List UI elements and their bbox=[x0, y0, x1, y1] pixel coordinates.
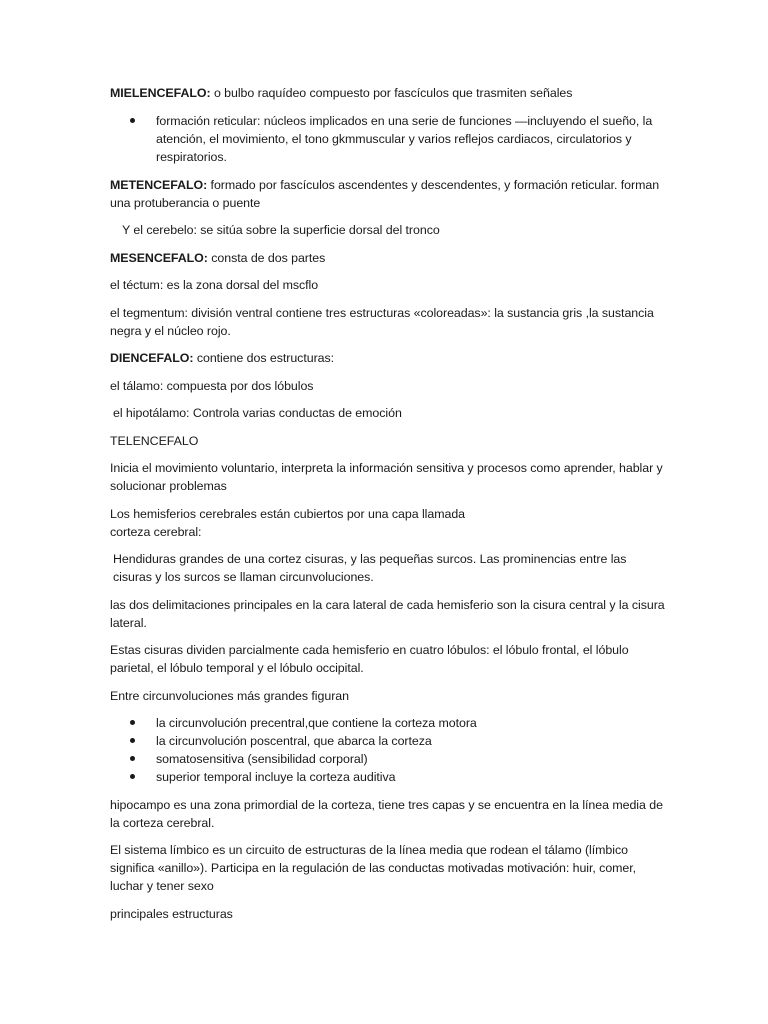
list-item-text: la circunvolución poscentral, que abarca la corteza bbox=[156, 734, 432, 748]
term-diencefalo: DIENCEFALO: bbox=[110, 351, 194, 365]
corteza-line-2: corteza cerebral: bbox=[110, 524, 202, 539]
text-metencefalo: formado por fascículos ascendentes y descendentes, y formación reticular. forman una protuberancia o puente bbox=[110, 177, 660, 210]
list-item-text: somatosensitiva (sensibilidad corporal) bbox=[156, 752, 368, 766]
paragraph-telencefalo-funciones: Inicia el movimiento voluntario, interpreta la información sensitiva y procesos como aprender, hablar y solucionar problemas bbox=[110, 461, 663, 493]
bullet-list-formacion bbox=[110, 112, 665, 166]
list-item-text: superior temporal incluye la corteza auditiva bbox=[156, 770, 396, 784]
paragraph-hendiduras: Hendiduras grandes de una cortez cisuras, y las pequeñas surcos. Las prominencias entre las cisuras y los surcos se llaman circunvoluciones. bbox=[113, 552, 627, 584]
heading-telencefalo: TELENCEFALO bbox=[110, 433, 199, 448]
bullet-dot-icon bbox=[130, 756, 135, 761]
corteza-line-1: Los hemisferios cerebrales están cubiertos por una capa llamada bbox=[110, 506, 465, 521]
paragraph-circunvoluciones: Entre circunvoluciones más grandes figuran bbox=[110, 688, 349, 703]
paragraph-mielencefalo bbox=[110, 84, 665, 102]
paragraph-hipotalamo: el hipotálamo: Controla varias conductas de emoción bbox=[113, 406, 402, 420]
paragraph-cerebelo: Y el cerebelo: se sitúa sobre la superficie dorsal del tronco bbox=[122, 223, 440, 237]
paragraph-hipocampo: hipocampo es una zona primordial de la corteza, tiene tres capas y se encuentra en la línea media de la corteza cerebral. bbox=[110, 797, 663, 830]
paragraph-mesencefalo bbox=[110, 249, 665, 267]
list-item bbox=[110, 768, 665, 786]
term-mesencefalo: MESENCEFALO: bbox=[110, 250, 208, 265]
paragraph-metencefalo bbox=[110, 176, 665, 212]
paragraph-talamo: el tálamo: compuesta por dos lóbulos bbox=[110, 378, 314, 393]
paragraph-sistema-limbico: El sistema límbico es un circuito de estructuras de la línea media que rodean el tálamo (límbico significa «anillo»). Participa en la regulación de las conductas motivadas motivación: huir, comer, luchar y tener sexo bbox=[110, 843, 637, 893]
bullet-dot-icon bbox=[130, 774, 135, 779]
bullet-dot-icon bbox=[130, 720, 135, 725]
list-item bbox=[110, 714, 665, 732]
list-item-text: la circunvolución precentral,que contiene la corteza motora bbox=[156, 716, 477, 730]
term-mielencefalo: MIELENCEFALO: bbox=[110, 86, 211, 100]
list-item-text: formación reticular: núcleos implicados en una serie de funciones —incluyendo el sueño, la atención, el movimiento, el tono gkmmuscular y varios reflejos cardiacos, circulatorios y respiratorios. bbox=[156, 114, 653, 164]
list-item bbox=[110, 112, 665, 166]
paragraph-tectum: el téctum: es la zona dorsal del mscflo bbox=[110, 278, 319, 292]
text-mesencefalo: consta de dos partes bbox=[207, 250, 326, 265]
paragraph-diencefalo bbox=[110, 349, 665, 367]
paragraph-corteza-cerebral bbox=[110, 505, 665, 541]
bullet-dot-icon bbox=[130, 118, 135, 123]
paragraph-tegmentum: el tegmentum: división ventral contiene tres estructuras «coloreadas»: la sustancia gris ,la sustancia negra y el núcleo rojo. bbox=[110, 305, 654, 338]
list-item bbox=[110, 732, 665, 750]
text-diencefalo: contiene dos estructuras: bbox=[193, 351, 335, 365]
paragraph-delimitaciones: las dos delimitaciones principales en la cara lateral de cada hemisferio son la cisura central y la cisura lateral. bbox=[110, 597, 665, 630]
bullet-dot-icon bbox=[130, 738, 135, 743]
bullet-list-circunvoluciones bbox=[110, 714, 665, 786]
paragraph-principales-estructuras: principales estructuras bbox=[110, 906, 233, 921]
list-item bbox=[110, 750, 665, 768]
paragraph-lobulos: Estas cisuras dividen parcialmente cada hemisferio en cuatro lóbulos: el lóbulo frontal, el lóbulo parietal, el lóbulo temporal y el lóbulo occipital. bbox=[110, 643, 629, 675]
text-mielencefalo: o bulbo raquídeo compuesto por fascículos que trasmiten señales bbox=[210, 86, 573, 100]
term-metencefalo: METENCEFALO: bbox=[110, 177, 208, 192]
document-body bbox=[110, 84, 665, 932]
